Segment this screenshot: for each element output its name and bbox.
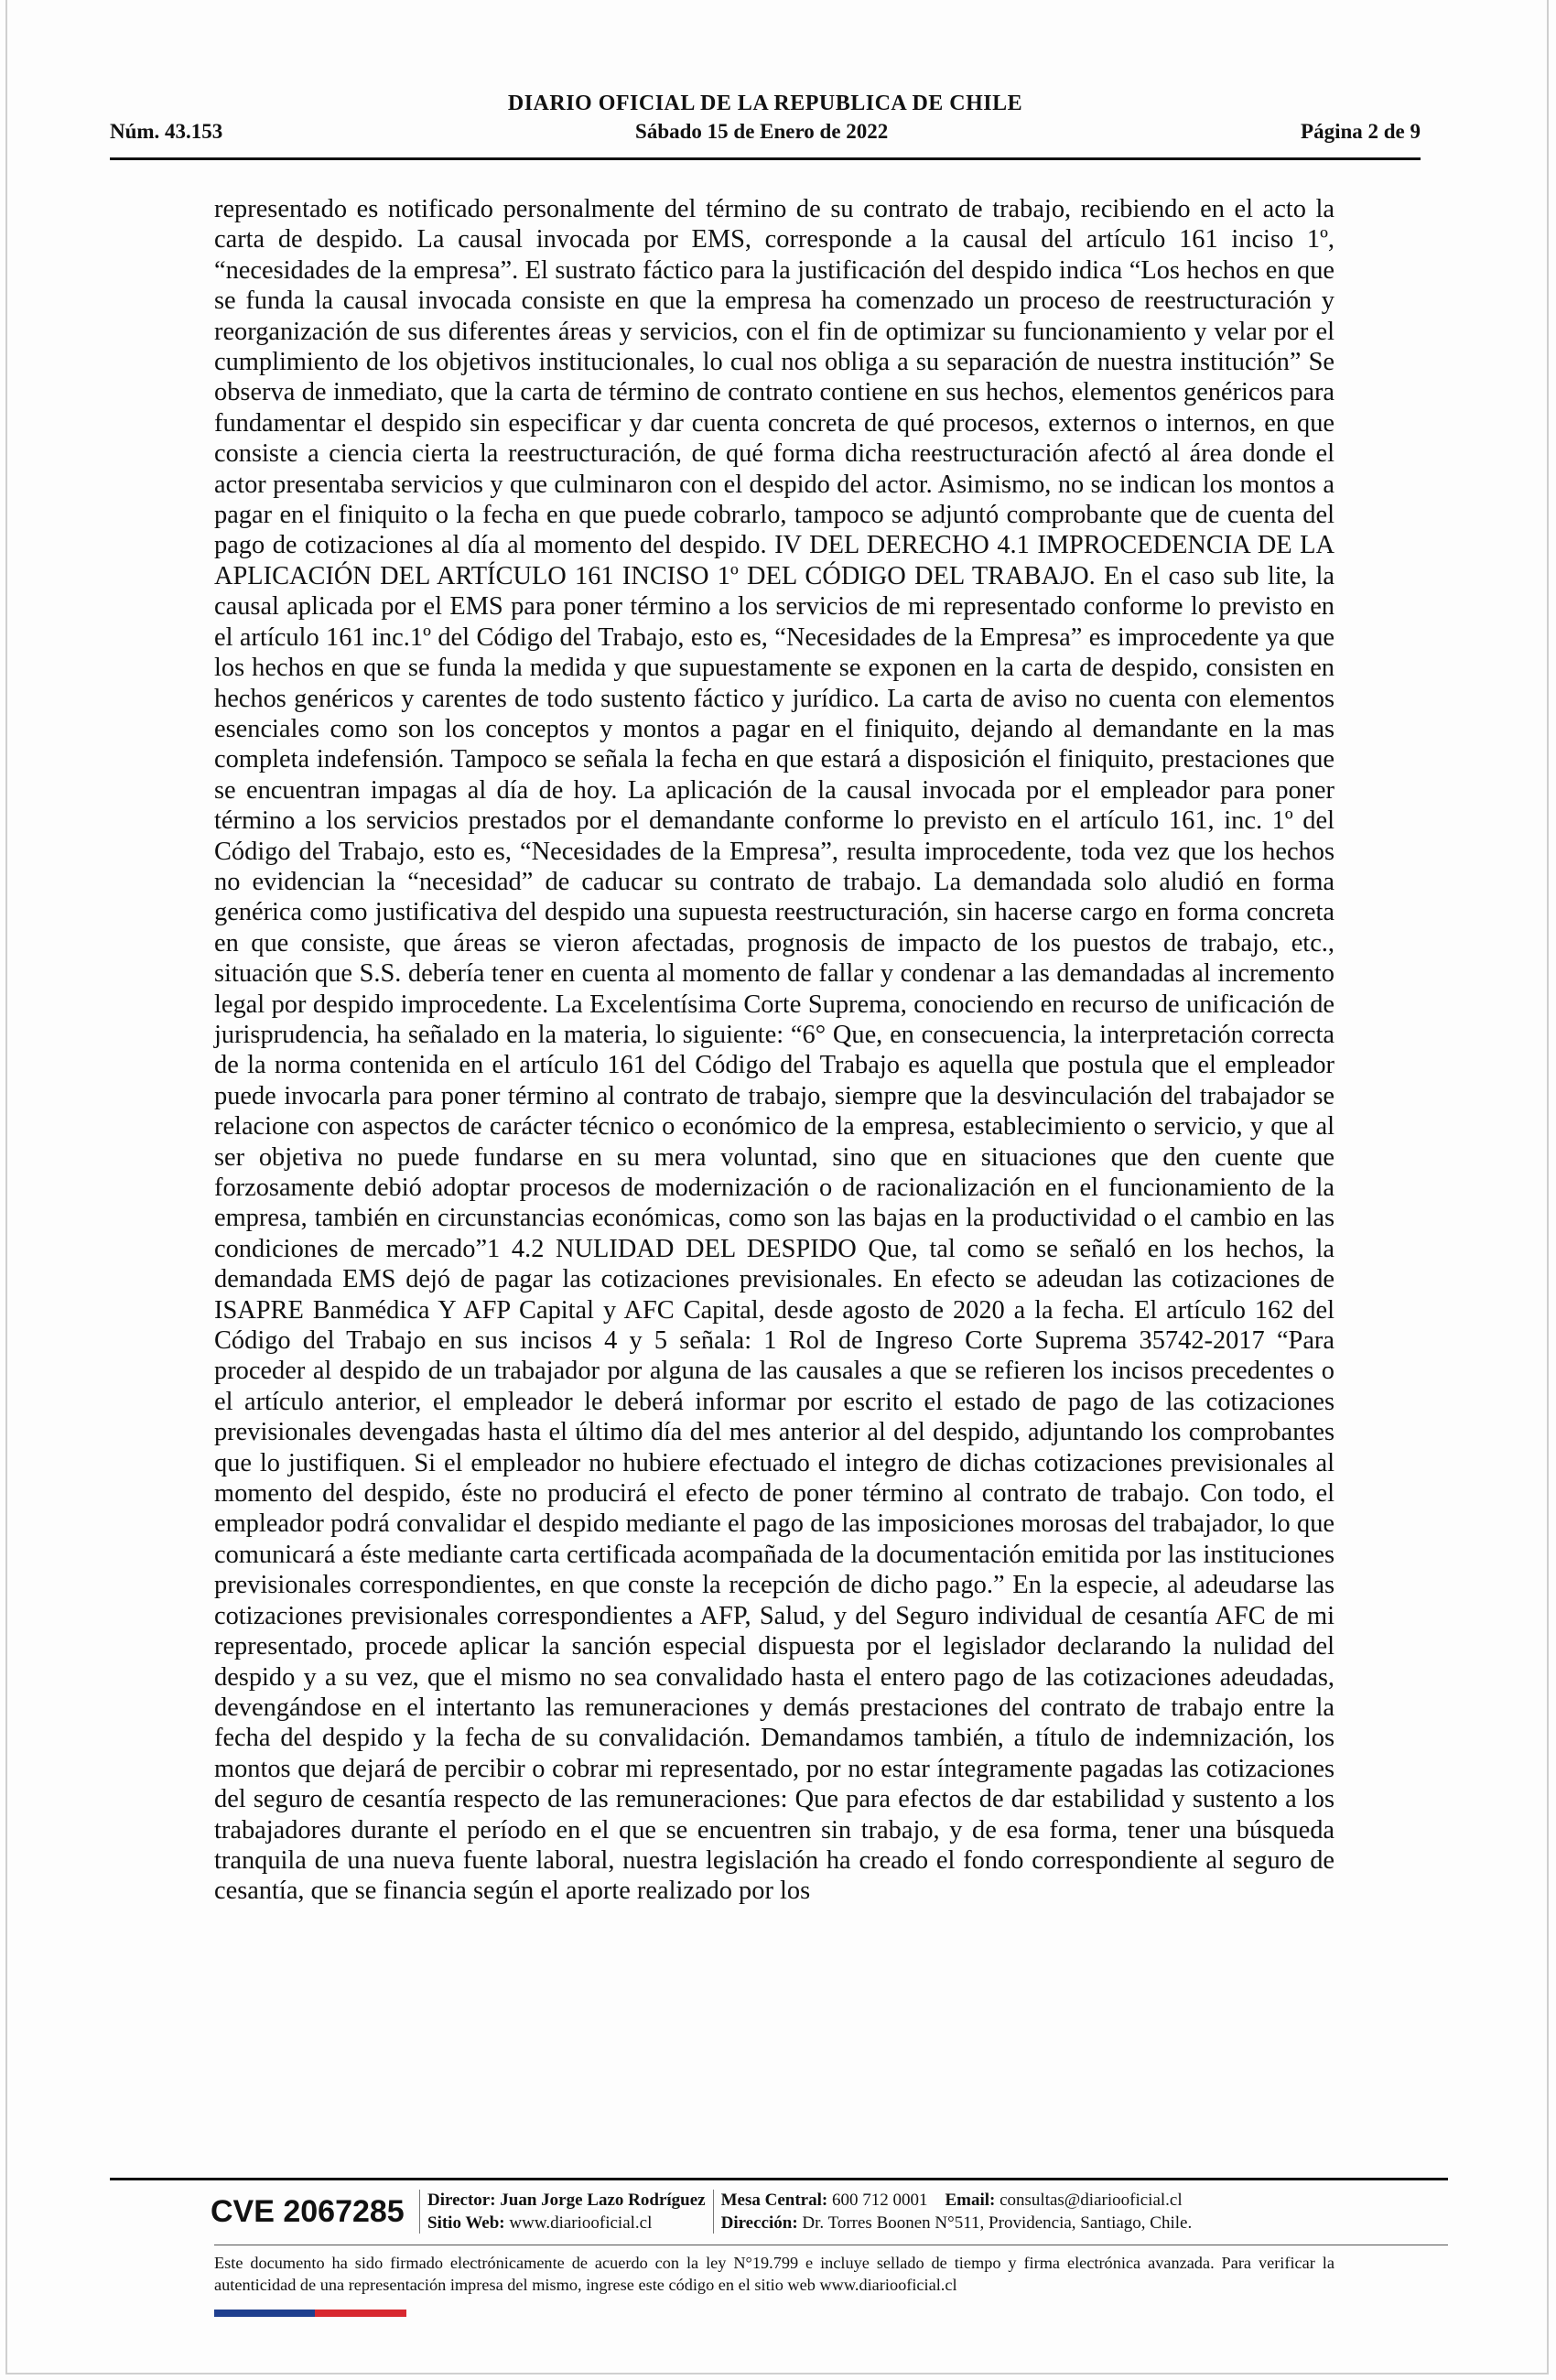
- publication-title: DIARIO OFICIAL DE LA REPUBLICA DE CHILE: [507, 92, 1023, 115]
- issue-date: Sábado 15 de Enero de 2022: [635, 120, 889, 143]
- page-footer: [211, 2186, 1345, 2237]
- address-text: Dr. Torres Boonen N°511, Providencia, Santiago, Chile.: [802, 2213, 1193, 2233]
- footer-divider: [110, 2178, 1448, 2180]
- phone-label: Mesa Central:: [720, 2191, 828, 2210]
- page-header: [110, 92, 1421, 144]
- footer-separator: [419, 2190, 420, 2234]
- cve-code: CVE 2067285: [211, 2193, 405, 2229]
- body-paragraph: representado es notificado personalmente del término de su contrato de trabajo, recibiendo en el acto la carta de despido. La causal invocada por EMS, corresponde a la causal del artículo 161 inciso 1º, “necesidades de la empresa”. El sustrato fáctico para la justificación del despido indica “Los hechos en que se funda la causal invocada consiste en que la empresa ha comenzado un proceso de reestructuración y reorganización de sus diferentes áreas y servicios, con el fin de optimizar su funcionamiento y velar por el cumplimiento de los objetivos institucionales, lo cual nos obliga a su separación de nuestra institución” Se observa de inmediato, que la carta de término de contrato contiene en sus hechos, elementos genéricos para fundamentar el despido sin especificar y dar cuenta concreta de qué procesos, externos o internos, en que consiste a ciencia cierta la reestructuración, de qué forma dicha reestructuración afectó al área donde el actor presentaba servicios y que culminaron con el despido del actor. Asimismo, no se indican los montos a pagar en el finiquito o la fecha en que puede cobrarlo, tampoco se adjuntó comprobante que de cuenta del pago de cotizaciones al día al momento del despido. IV DEL DERECHO 4.1 IMPROCEDENCIA DE LA APLICACIÓN DEL ARTÍCULO 161 INCISO 1º DEL CÓDIGO DEL TRABAJO. En el caso sub lite, la causal aplicada por el EMS para poner término a los servicios de mi representado conforme lo previsto en el artículo 161 inc.1º del Código del Trabajo, esto es, “Necesidades de la Empresa” es improcedente ya que los hechos en que se funda la medida y que supuestamente se exponen en la carta de despido, consisten en hechos genéricos y carentes de todo sustento fáctico y jurídico. La carta de aviso no cuenta con elementos esenciales como son los conceptos y montos a pagar en el finiquito, dejando al demandante en la mas completa indefensión. Tampoco se señala la fecha en que estará a disposición el finiquito, prestaciones que se encuentran impagas al día de hoy. La aplicación de la causal invocada por el empleador para poner término a los servicios prestados por el demandante conforme lo previsto en el artículo 161, inc. 1º del Código del Trabajo, esto es, “Necesidades de la Empresa”, resulta improcedente, toda vez que los hechos no evidencian la “necesidad” de caducar su contrato de trabajo. La demandada solo aludió en forma genérica como justificativa del despido una supuesta reestructuración, sin hacerse cargo en forma concreta en que consiste, que áreas se vieron afectadas, prognosis de impacto de los puestos de trabajo, etc., situación que S.S. debería tener en cuenta al momento de fallar y condenar a las demandadas al incremento legal por despido improcedente. La Excelentísima Corte Suprema, conociendo en recurso de unificación de jurisprudencia, ha señalado en la materia, lo siguiente: “6° Que, en consecuencia, la interpretación correcta de la norma contenida en el artículo 161 del Código del Trabajo es aquella que postula que el empleador puede invocarla para poner término al contrato de trabajo, siempre que la desvinculación del trabajador se relacione con aspectos de carácter técnico o económico de la empresa, establecimiento o servicio, y que al ser objetiva no puede fundarse en su mera voluntad, sino que en situaciones que den cuente que forzosamente debió adoptar procesos de modernización o de racionalización en el funcionamiento de la empresa, también en circunstancias económicas, como son las bajas en la productividad o el cambio en las condiciones de mercado”1 4.2 NULIDAD DEL DESPIDO Que, tal como se señaló en los hechos, la demandada EMS dejó de pagar las cotizaciones previsionales. En efecto se adeudan las cotizaciones de ISAPRE Banmédica Y AFP Capital y AFC Capital, desde agosto de 2020 a la fecha. El artículo 162 del Código del Trabajo en sus incisos 4 y 5 señala: 1 Rol de Ingreso Corte Suprema 35742-2017 “Para proceder al despido de un trabajador por alguna de las causales a que se refieren los incisos precedentes o el artículo anterior, el empleador le deberá informar por escrito el estado de pago de las cotizaciones previsionales devengadas hasta el último día del mes anterior al del despido, adjuntando los comprobantes que lo justifiquen. Si el empleador no hubiere efectuado el integro de dichas cotizaciones previsionales al momento del despido, éste no producirá el efecto de poner término al contrato de trabajo. Con todo, el empleador podrá convalidar el despido mediante el pago de las imposiciones morosas del trabajador, lo que comunicará a éste mediante carta certificada acompañada de la documentación emitida por las instituciones previsionales correspondientes, en que conste la recepción de dicho pago.” En la especie, al adeudarse las cotizaciones previsionales correspondientes a AFP, Salud, y del Seguro individual de cesantía AFC de mi representado, procede aplicar la sanción especial dispuesta por el legislador declarando la nulidad del despido y a su vez, que el mismo no sea convalidado hasta el entero pago de las cotizaciones adeudadas, devengándose en el intertanto las remuneraciones y demás prestaciones del contrato de trabajo entre la fecha del despido y la fecha de su convalidación. Demandamos también, a título de indemnización, los montos que dejará de percibir o cobrar mi representado, por no estar íntegramente pagadas las cotizaciones del seguro de cesantía respecto de las remuneraciones: Que para efectos de dar estabilidad y sustento a los trabajadores durante el período en el que se encuentren sin trabajo, y de esa forma, tener una búsqueda tranquila de una nueva fuente laboral, nuestra legislación ha creado el fondo correspondiente al seguro de cesantía, que se financia según el aporte realizado por los: [214, 195, 1334, 1906]
- email-label: Email:: [945, 2191, 996, 2210]
- site-label: Sitio Web:: [427, 2213, 505, 2233]
- director-name: Juan Jorge Lazo Rodríguez: [500, 2191, 706, 2210]
- flag-blue-segment: [214, 2310, 315, 2317]
- footer-separator: [713, 2190, 714, 2234]
- site-link[interactable]: www.diariooficial.cl: [509, 2213, 653, 2233]
- footer-contact-block: [721, 2189, 1345, 2234]
- header-divider: [110, 157, 1421, 160]
- issue-number: Núm. 43.153: [110, 120, 223, 143]
- email-link[interactable]: consultas@diariooficial.cl: [1000, 2191, 1183, 2210]
- page-number: Página 2 de 9: [1301, 120, 1421, 143]
- footer-director-block: [427, 2189, 706, 2234]
- flag-red-segment: [315, 2310, 406, 2317]
- header-meta-row: [110, 120, 1421, 144]
- phone-number: 600 712 0001: [831, 2191, 928, 2210]
- director-label: Director:: [427, 2191, 496, 2210]
- flag-stripe: [214, 2310, 406, 2317]
- address-label: Dirección:: [720, 2213, 798, 2233]
- legal-notice: Este documento ha sido firmado electrónicamente de acuerdo con la ley N°19.799 e incluye sellado de tiempo y firma electrónica avanzada. Para verificar la autenticidad de una representación impresa del mismo, ingrese este código en el sitio web www.diariooficial.cl: [214, 2254, 1334, 2294]
